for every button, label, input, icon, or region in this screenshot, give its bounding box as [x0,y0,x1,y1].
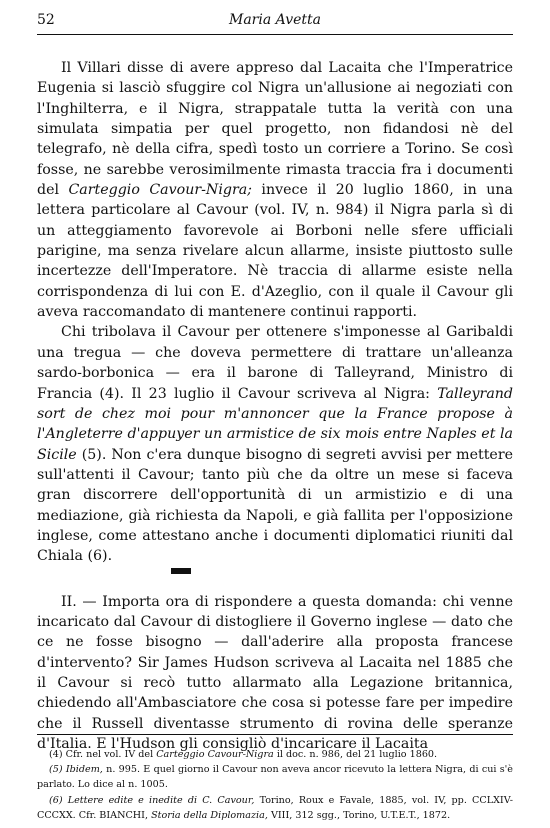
footnotes [37,747,513,823]
italic-title: Carteggio Cavour-Nigra; [68,182,252,199]
footnote-italic: Storia della Diplomazia, [151,809,268,821]
italic-quote: Talleyrand sort de chez moi pour m'annoncer que la France propose à l'Angleterre d'appuyer un armistice de six mois entre Naples et la Sicile [37,385,513,463]
footnote-5 [37,762,513,792]
paragraph-text: invece il 20 luglio 1860, in una lettera particolare al Cavour (vol. IV, n. 984) il Nigra parla sì di un atteggiamento favorevole ai Borboni nelle sfere ufficiali parigine, ma senza rivelare alcun allarme, insiste piuttosto sulle incertezze dell'Imperatore. Nè traccia di allarme esiste nella corrispondenza di lui con E. d'Azeglio, con il quale il Cavour gli aveva raccomandato di mantenere continui rapporti. [37,182,513,321]
paragraph-text: II. — Importa ora di rispondere a questa domanda: chi venne incaricato dal Cavour di distogliere il Governo inglese — dato che ce ne fosse bisogno — dall'aderire alla proposta francese d'intervento? Sir James Hudson scriveva al Lacaita nel 1885 che il Cavour si recò tutto allarmato alla Legazione britannica, chiedendo all'Ambasciatore che cosa si potesse fare per impedire che il Russell diventasse strumento di rovina delle speranze d'Italia. E l'Hudson gli consigliò d'incaricare il Lacaita [37,593,513,752]
footnote-rule [37,734,513,735]
footnote-italic: (6) Lettere edite e inedite di C. Cavour, [49,794,255,806]
footnote-text: (4) Cfr. nel vol. IV del [49,749,154,760]
footnote-text: n. 995. E quel giorno il Cavour non aveva ancor ricevuto la lettera Nigra, di cui s'è parlato. Lo dice al n. 1005. [37,764,513,791]
page-header [37,12,513,34]
footnote-italic: Carteggio Cavour-Nigra [156,749,274,760]
paragraph-section-two [37,592,513,755]
footnote-6 [37,793,513,823]
footnote-4 [37,747,513,762]
footnote-italic: (5) Ibidem, [49,764,103,776]
paragraph-text: Chi tribolava il Cavour per ottenere s'imponesse al Garibaldi una tregua — che doveva permettere di trattare un'alleanza sardo-borbonica — era il barone di Talleyrand, Ministro di Francia (4). Il 23 luglio il Cavour scriveva al Nigra: [37,324,513,402]
footnote-text: Torino, Roux e Favale, 1885, vol. IV, pp. CCLXIV-CCCXX. Cfr. BIANCHI, [37,794,513,821]
page-number: 52 [37,12,55,28]
footnote-text: il doc. n. 986, del 21 luglio 1860. [276,749,438,760]
paragraph-text: Il Villari disse di avere appreso dal Lacaita che l'Imperatrice Eugenia si lasciò sfuggire col Nigra un'allusione ai negoziati con l'Inghilterra, e il Nigra, strappatale tutta la verità con una simulata simpatia per quel progetto, non fidandosi nè del telegrafo, nè della cifra, spedì tosto un corriere a Torino. Se così fosse, ne sarebbe verosimilmente rimasta traccia fra i documenti del [37,60,513,199]
header-rule [37,34,513,35]
ink-mark [171,568,191,574]
paragraph-talleyrand [37,322,513,566]
footnote-text: VIII, 312 sgg., Torino, U.T.E.T., 1872. [270,809,451,821]
main-text [37,58,513,754]
running-title: Maria Avetta [229,12,321,28]
paragraph-villari [37,58,513,322]
paragraph-text: (5). Non c'era dunque bisogno di segreti avvisi per mettere sull'attenti il Cavour; tanto più che da oltre un mese si faceva gran discorrere dell'opportunità di un armistizio e di una mediazione, già richiesta da Napoli, e già fallita per l'opposizione inglese, come attestano anche i documenti diplomatici riuniti dal Chiala (6). [37,446,514,565]
